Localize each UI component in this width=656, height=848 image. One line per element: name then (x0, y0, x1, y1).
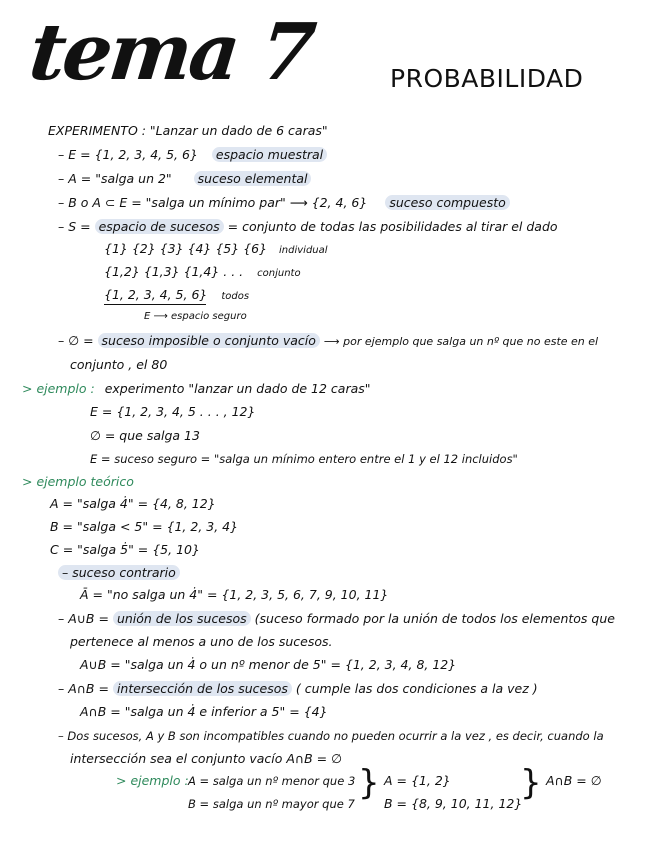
empty-set-symbol: – ∅ = (58, 333, 94, 348)
incompatible-def: – Dos sucesos, A y B son incompatibles cuando no pueden ocurrir a la vez , es decir, cuando la (58, 729, 604, 743)
page-title: tema 7 (25, 7, 317, 98)
all-sets: {1, 2, 3, 4, 5, 6} (104, 287, 208, 302)
intersection-def: ( cumple las dos condiciones a la vez ) (295, 681, 538, 696)
compound-event-line (58, 194, 510, 212)
elementary-event-label: suceso elemental (194, 171, 312, 186)
event-space-label: espacio de sucesos (95, 219, 224, 234)
all-sets-label: todos (221, 291, 250, 302)
example-1-empty: ∅ = que salga 13 (90, 428, 200, 443)
event-space-symbol: – S = (58, 219, 91, 234)
intersection-symbol: – A∩B = (58, 681, 109, 696)
example-1-experiment: experimento "lanzar un dado de 12 caras" (104, 381, 371, 396)
example-2-a-def: A = salga un nº menor que 3 (188, 774, 356, 788)
example-2-result: A∩B = ∅ (546, 773, 602, 788)
set-c-def: C = "salga 5̇" = {5, 10} (50, 542, 200, 557)
individual-label: individual (279, 245, 328, 256)
event-space-def: = conjunto de todas las posibilidades al tirar el dado (227, 219, 558, 234)
impossible-event-cont: conjunto , el 80 (70, 357, 168, 372)
compound-event-def: – B o A ⊂ E = "salga un mínimo par" ⟶ {2, 4, 6} (58, 195, 368, 210)
experiment-line: EXPERIMENTO : "Lanzar un dado de 6 caras" (48, 123, 328, 138)
set-b-def: B = "salga < 5" = {1, 2, 3, 4} (50, 519, 239, 534)
incompatible-def-cont: intersección sea el conjunto vacío A∩B = ∅ (70, 751, 342, 766)
pair-sets-line (104, 263, 301, 283)
union-def-cont: pertenece al menos a uno de los sucesos. (70, 634, 333, 649)
elementary-event-line (58, 170, 311, 188)
impossible-event-line (58, 332, 598, 351)
sample-space-label: espacio muestral (212, 147, 327, 162)
intersection-label: intersección de los sucesos (113, 681, 292, 696)
impossible-event-label: suceso imposible o conjunto vacío (98, 333, 320, 348)
example-2-b-def: B = salga un nº mayor que 7 (188, 797, 355, 811)
example-1-space: E = {1, 2, 3, 4, 5 . . . , 12} (90, 404, 256, 419)
complement-def: Ā = "no salga un 4̇" = {1, 2, 3, 5, 6, 7, 9, 10, 11} (80, 587, 389, 602)
example-1-marker: > ejemplo : (22, 381, 95, 396)
elementary-event-def: – A = "salga un 2" (58, 171, 172, 186)
page-subtitle: PROBABILIDAD (390, 64, 584, 93)
sample-space-line (58, 146, 327, 164)
intersection-example: A∩B = "salga un 4̇ e inferior a 5" = {4} (80, 704, 328, 719)
example-2-marker: > ejemplo : (116, 773, 189, 788)
complement-label: – suceso contrario (58, 565, 180, 580)
example-2-a-set: A = {1, 2} (384, 773, 451, 788)
individual-sets-line (104, 240, 328, 260)
right-brace-1: } (358, 763, 380, 803)
right-brace-2: } (520, 763, 542, 803)
example-1-line (22, 380, 371, 398)
set-a-def: A = "salga 4̇" = {4, 8, 12} (50, 496, 216, 511)
all-sets-underbrace (104, 304, 206, 305)
example-2-b-set: B = {8, 9, 10, 11, 12} (384, 796, 523, 811)
intersection-line (58, 680, 538, 698)
union-example: A∪B = "salga un 4̇ o un nº menor de 5" = {1, 2, 3, 4, 8, 12} (80, 657, 457, 672)
union-def: (suceso formado por la unión de todos los elementos que (254, 611, 615, 626)
complement-heading (58, 564, 180, 582)
all-sets-line (104, 286, 249, 306)
sure-space-line: E ⟶ espacio seguro (144, 311, 247, 322)
theory-example-heading: > ejemplo teórico (22, 474, 134, 489)
union-label: unión de los sucesos (113, 611, 251, 626)
union-line (58, 610, 615, 628)
union-symbol: – A∪B = (58, 611, 109, 626)
event-space-line (58, 218, 558, 236)
compound-event-label: suceso compuesto (385, 195, 509, 210)
impossible-event-example: ⟶ por ejemplo que salga un nº que no este en el (323, 335, 599, 348)
pair-sets: {1,2} {1,3} {1,4} . . . (104, 264, 244, 279)
example-1-sure: E = suceso seguro = "salga un mínimo entero entre el 1 y el 12 incluidos" (90, 452, 518, 466)
sample-space-set: – E = {1, 2, 3, 4, 5, 6} (58, 147, 198, 162)
pair-sets-label: conjunto (257, 268, 301, 279)
individual-sets: {1} {2} {3} {4} {5} {6} (104, 241, 268, 256)
